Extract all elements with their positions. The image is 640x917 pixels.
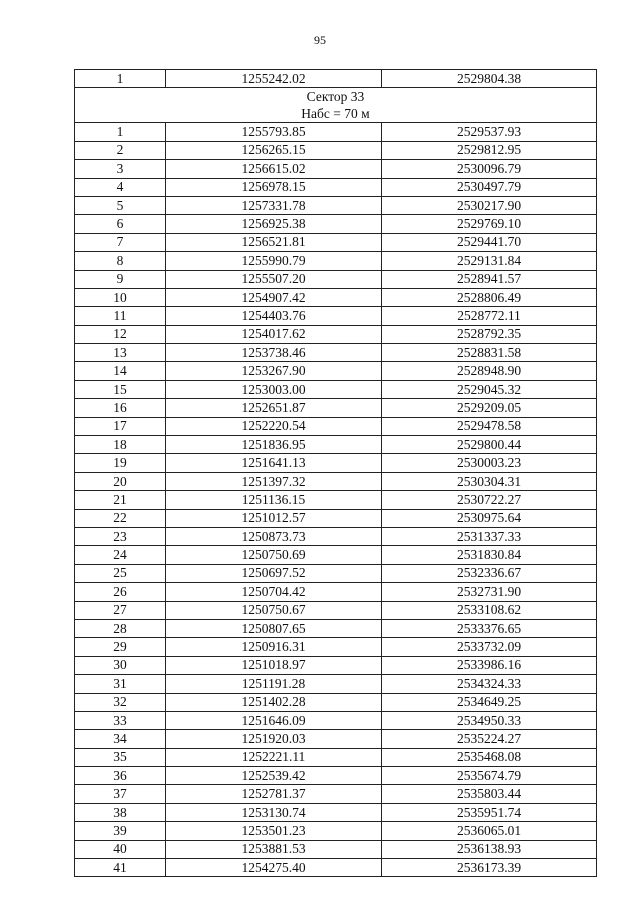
x-coordinate-cell: 1251836.95: [166, 436, 382, 454]
x-coordinate-cell: 1251191.28: [166, 675, 382, 693]
table-row: [75, 215, 597, 233]
table-row: [75, 748, 597, 766]
point-number-cell: 38: [75, 803, 166, 821]
coordinates-table: [74, 69, 597, 877]
table-row: [75, 417, 597, 435]
table-row: [75, 491, 597, 509]
table-row: [75, 178, 597, 196]
x-coordinate-cell: 1253881.53: [166, 840, 382, 858]
point-number-cell: 5: [75, 196, 166, 214]
point-number-cell: 21: [75, 491, 166, 509]
y-coordinate-cell: 2529812.95: [382, 141, 597, 159]
x-coordinate-cell: 1255507.20: [166, 270, 382, 288]
y-coordinate-cell: 2530096.79: [382, 160, 597, 178]
sector-title: Сектор 33: [306, 89, 365, 105]
table-row: [75, 785, 597, 803]
point-number-cell: 19: [75, 454, 166, 472]
point-number-cell: 13: [75, 344, 166, 362]
table-row: [75, 638, 597, 656]
y-coordinate-cell: 2536173.39: [382, 859, 597, 877]
point-number-cell: 24: [75, 546, 166, 564]
point-number-cell: 28: [75, 619, 166, 637]
point-number-cell: 22: [75, 509, 166, 527]
sector-header-cell: [75, 88, 597, 123]
page-number: 95: [314, 33, 326, 47]
table-row: [75, 270, 597, 288]
x-coordinate-cell: 1254907.42: [166, 288, 382, 306]
x-coordinate-cell: 1252539.42: [166, 767, 382, 785]
y-coordinate-cell: 2529045.32: [382, 380, 597, 398]
sector-header-row: [75, 88, 597, 123]
point-number-cell: 9: [75, 270, 166, 288]
point-number-cell: 36: [75, 767, 166, 785]
x-coordinate-cell: 1254403.76: [166, 307, 382, 325]
table-row: [75, 436, 597, 454]
y-coordinate-cell: 2530975.64: [382, 509, 597, 527]
table-row: [75, 546, 597, 564]
table-row: [75, 803, 597, 821]
x-coordinate-cell: 1250916.31: [166, 638, 382, 656]
point-number-cell: 3: [75, 160, 166, 178]
table-row: [75, 362, 597, 380]
point-number-cell: 39: [75, 822, 166, 840]
table-row: [75, 767, 597, 785]
point-number-cell: 27: [75, 601, 166, 619]
point-number-cell: 31: [75, 675, 166, 693]
x-coordinate-cell: 1253267.90: [166, 362, 382, 380]
table-row: [75, 454, 597, 472]
x-coordinate-cell: 1255242.02: [166, 70, 382, 88]
table-row: [75, 527, 597, 545]
point-number-cell: 34: [75, 730, 166, 748]
point-number-cell: 35: [75, 748, 166, 766]
x-coordinate-cell: 1252221.11: [166, 748, 382, 766]
point-number-cell: 8: [75, 252, 166, 270]
table-row: [75, 822, 597, 840]
point-number-cell: 32: [75, 693, 166, 711]
x-coordinate-cell: 1250873.73: [166, 527, 382, 545]
table-row: [75, 656, 597, 674]
point-number-cell: 26: [75, 583, 166, 601]
point-number-cell: 41: [75, 859, 166, 877]
x-coordinate-cell: 1253501.23: [166, 822, 382, 840]
table-row: [75, 399, 597, 417]
y-coordinate-cell: 2534324.33: [382, 675, 597, 693]
table-row: [75, 160, 597, 178]
y-coordinate-cell: 2530497.79: [382, 178, 597, 196]
y-coordinate-cell: 2532336.67: [382, 564, 597, 582]
point-number-cell: 17: [75, 417, 166, 435]
point-number-cell: 30: [75, 656, 166, 674]
table-row: [75, 840, 597, 858]
table-row: [75, 583, 597, 601]
point-number-cell: 37: [75, 785, 166, 803]
y-coordinate-cell: 2533376.65: [382, 619, 597, 637]
table-row: [75, 307, 597, 325]
table-row: [75, 252, 597, 270]
x-coordinate-cell: 1251641.13: [166, 454, 382, 472]
x-coordinate-cell: 1255793.85: [166, 123, 382, 141]
table-row: [75, 693, 597, 711]
x-coordinate-cell: 1256925.38: [166, 215, 382, 233]
x-coordinate-cell: 1251397.32: [166, 472, 382, 490]
x-coordinate-cell: 1253130.74: [166, 803, 382, 821]
table-row: [75, 564, 597, 582]
table-row: [75, 196, 597, 214]
y-coordinate-cell: 2528806.49: [382, 288, 597, 306]
y-coordinate-cell: 2535674.79: [382, 767, 597, 785]
table-row: [75, 344, 597, 362]
y-coordinate-cell: 2530722.27: [382, 491, 597, 509]
x-coordinate-cell: 1251920.03: [166, 730, 382, 748]
point-number-cell: 7: [75, 233, 166, 251]
point-number-cell: 33: [75, 711, 166, 729]
x-coordinate-cell: 1252220.54: [166, 417, 382, 435]
y-coordinate-cell: 2529441.70: [382, 233, 597, 251]
y-coordinate-cell: 2535803.44: [382, 785, 597, 803]
table-row: [75, 380, 597, 398]
x-coordinate-cell: 1256265.15: [166, 141, 382, 159]
y-coordinate-cell: 2536065.01: [382, 822, 597, 840]
table-row: [75, 859, 597, 877]
table-row: [75, 325, 597, 343]
table-row: [75, 123, 597, 141]
point-number-cell: 14: [75, 362, 166, 380]
x-coordinate-cell: 1251012.57: [166, 509, 382, 527]
y-coordinate-cell: 2529478.58: [382, 417, 597, 435]
point-number-cell: 25: [75, 564, 166, 582]
coordinates-table-body: [75, 70, 597, 877]
y-coordinate-cell: 2535468.08: [382, 748, 597, 766]
y-coordinate-cell: 2536138.93: [382, 840, 597, 858]
y-coordinate-cell: 2529131.84: [382, 252, 597, 270]
x-coordinate-cell: 1254275.40: [166, 859, 382, 877]
y-coordinate-cell: 2530003.23: [382, 454, 597, 472]
y-coordinate-cell: 2535224.27: [382, 730, 597, 748]
y-coordinate-cell: 2535951.74: [382, 803, 597, 821]
table-row: [75, 141, 597, 159]
y-coordinate-cell: 2530217.90: [382, 196, 597, 214]
y-coordinate-cell: 2528948.90: [382, 362, 597, 380]
point-number-cell: 23: [75, 527, 166, 545]
point-number-cell: 1: [75, 123, 166, 141]
x-coordinate-cell: 1254017.62: [166, 325, 382, 343]
point-number-cell: 4: [75, 178, 166, 196]
x-coordinate-cell: 1256978.15: [166, 178, 382, 196]
y-coordinate-cell: 2531337.33: [382, 527, 597, 545]
y-coordinate-cell: 2528941.57: [382, 270, 597, 288]
table-row: [75, 472, 597, 490]
y-coordinate-cell: 2529769.10: [382, 215, 597, 233]
table-row: [75, 619, 597, 637]
x-coordinate-cell: 1250750.67: [166, 601, 382, 619]
table-row: [75, 70, 597, 88]
y-coordinate-cell: 2528772.11: [382, 307, 597, 325]
table-row: [75, 233, 597, 251]
x-coordinate-cell: 1250807.65: [166, 619, 382, 637]
table-row: [75, 509, 597, 527]
point-number-cell: 2: [75, 141, 166, 159]
point-number-cell: 29: [75, 638, 166, 656]
point-number-cell: 16: [75, 399, 166, 417]
x-coordinate-cell: 1251402.28: [166, 693, 382, 711]
table-row: [75, 711, 597, 729]
y-coordinate-cell: 2529804.38: [382, 70, 597, 88]
point-number-cell: 12: [75, 325, 166, 343]
point-number-cell: 20: [75, 472, 166, 490]
point-number-cell: 18: [75, 436, 166, 454]
y-coordinate-cell: 2533108.62: [382, 601, 597, 619]
point-number-cell: 1: [75, 70, 166, 88]
x-coordinate-cell: 1250697.52: [166, 564, 382, 582]
y-coordinate-cell: 2534649.25: [382, 693, 597, 711]
x-coordinate-cell: 1255990.79: [166, 252, 382, 270]
x-coordinate-cell: 1251646.09: [166, 711, 382, 729]
sector-height-label: Набс = 70 м: [301, 106, 370, 122]
y-coordinate-cell: 2530304.31: [382, 472, 597, 490]
table-row: [75, 730, 597, 748]
x-coordinate-cell: 1252651.87: [166, 399, 382, 417]
point-number-cell: 10: [75, 288, 166, 306]
x-coordinate-cell: 1253003.00: [166, 380, 382, 398]
y-coordinate-cell: 2533732.09: [382, 638, 597, 656]
point-number-cell: 15: [75, 380, 166, 398]
x-coordinate-cell: 1250704.42: [166, 583, 382, 601]
y-coordinate-cell: 2529209.05: [382, 399, 597, 417]
x-coordinate-cell: 1257331.78: [166, 196, 382, 214]
x-coordinate-cell: 1256521.81: [166, 233, 382, 251]
y-coordinate-cell: 2532731.90: [382, 583, 597, 601]
point-number-cell: 11: [75, 307, 166, 325]
table-row: [75, 675, 597, 693]
x-coordinate-cell: 1250750.69: [166, 546, 382, 564]
y-coordinate-cell: 2529800.44: [382, 436, 597, 454]
y-coordinate-cell: 2531830.84: [382, 546, 597, 564]
x-coordinate-cell: 1256615.02: [166, 160, 382, 178]
x-coordinate-cell: 1251018.97: [166, 656, 382, 674]
y-coordinate-cell: 2528792.35: [382, 325, 597, 343]
x-coordinate-cell: 1253738.46: [166, 344, 382, 362]
y-coordinate-cell: 2529537.93: [382, 123, 597, 141]
point-number-cell: 40: [75, 840, 166, 858]
table-row: [75, 288, 597, 306]
table-row: [75, 601, 597, 619]
point-number-cell: 6: [75, 215, 166, 233]
y-coordinate-cell: 2534950.33: [382, 711, 597, 729]
x-coordinate-cell: 1252781.37: [166, 785, 382, 803]
x-coordinate-cell: 1251136.15: [166, 491, 382, 509]
y-coordinate-cell: 2528831.58: [382, 344, 597, 362]
y-coordinate-cell: 2533986.16: [382, 656, 597, 674]
